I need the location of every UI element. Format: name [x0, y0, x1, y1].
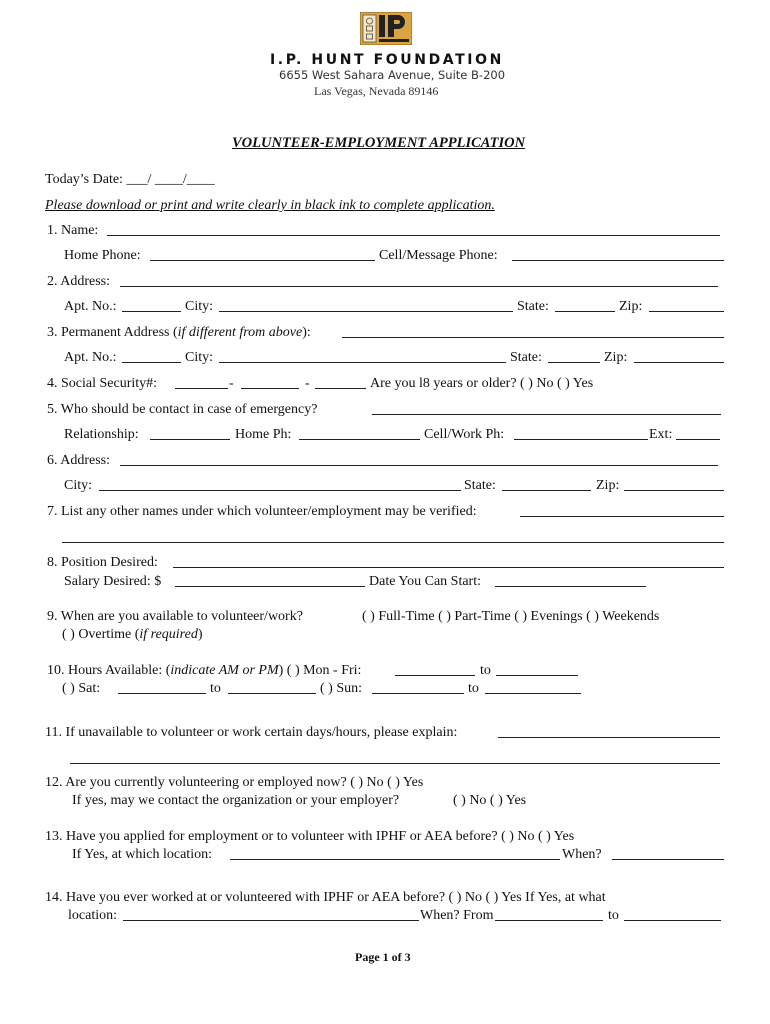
city-label: City: [185, 299, 214, 314]
home-ph-field[interactable] [299, 427, 420, 440]
q14-question: 14. Have you ever worked at or volunteered with IPHF or AEA before? ( ) No ( ) Yes If Yes, at what [45, 890, 606, 905]
availability-question: 9. When are you available to volunteer/work? [47, 609, 303, 624]
ssn-label: 4. Social Security#: [47, 376, 158, 391]
relationship-field[interactable] [150, 427, 230, 440]
city-field-2[interactable] [219, 350, 506, 363]
salary-field[interactable] [175, 574, 365, 587]
ext-label: Ext: [649, 427, 673, 442]
perm-address-label: 3. Permanent Address (if different from above): [47, 325, 311, 340]
cell-work-ph-field[interactable] [514, 427, 648, 440]
q14-from-field[interactable] [495, 908, 603, 921]
q12-contact-question: If yes, may we contact the organization or your employer? [72, 793, 400, 808]
q13-question: 13. Have you applied for employment or to volunteer with IPHF or AEA before? ( ) No ( ) Yes [45, 829, 575, 844]
city-label-3: City: [64, 478, 93, 493]
q11-label: 11. If unavailable to volunteer or work certain days/hours, please explain: [45, 725, 458, 740]
q13-when-label: When? [562, 847, 602, 862]
q11-field-2[interactable] [70, 751, 720, 764]
q12-question: 12. Are you currently volunteering or employed now? ( ) No ( ) Yes [45, 775, 424, 790]
ssn-field-3[interactable] [315, 376, 366, 389]
foundation-logo [360, 12, 412, 45]
address6-label: 6. Address: [47, 453, 110, 468]
zip-field[interactable] [649, 299, 724, 312]
cell-phone-label: Cell/Message Phone: [379, 248, 498, 263]
to-label-1: to [480, 663, 491, 678]
zip-field-3[interactable] [624, 478, 724, 491]
address-line-1: 6655 West Sahara Avenue, Suite B-200 [279, 68, 506, 82]
availability-options: ( ) Full-Time ( ) Part-Time ( ) Evenings ( ) Weekends [362, 609, 660, 624]
home-phone-label: Home Phone: [64, 248, 141, 263]
ext-field[interactable] [676, 427, 720, 440]
overtime-option: ( ) Overtime (if required) [62, 627, 203, 642]
start-date-field[interactable] [495, 574, 646, 587]
form-title: VOLUNTEER-EMPLOYMENT APPLICATION [232, 135, 526, 151]
sat-label: ( ) Sat: [62, 681, 101, 696]
position-field[interactable] [173, 555, 724, 568]
to-label-3: to [468, 681, 479, 696]
q14-when-from-label: When? From [420, 908, 494, 923]
q12-contact-options: ( ) No ( ) Yes [453, 793, 527, 808]
zip-field-2[interactable] [634, 350, 724, 363]
state-label-2: State: [510, 350, 542, 365]
zip-label-3: Zip: [596, 478, 620, 493]
ssn-field-2[interactable] [241, 376, 299, 389]
sun-label: ( ) Sun: [320, 681, 362, 696]
q11-field[interactable] [498, 725, 720, 738]
emergency-label: 5. Who should be contact in case of emergency? [47, 402, 318, 417]
position-label: 8. Position Desired: [47, 555, 158, 570]
q14-location-label: location: [68, 908, 117, 923]
todays-date: Today’s Date: ___/ ____/____ [45, 172, 215, 187]
q13-when-field[interactable] [612, 847, 724, 860]
to-label-4: to [608, 908, 619, 923]
city-field-3[interactable] [99, 478, 461, 491]
zip-label: Zip: [619, 299, 643, 314]
perm-address-field[interactable] [342, 325, 724, 338]
q14-location-field[interactable] [123, 908, 419, 921]
home-ph-label: Home Ph: [235, 427, 292, 442]
sun-to-field[interactable] [485, 681, 581, 694]
q13-location-field[interactable] [230, 847, 560, 860]
start-date-label: Date You Can Start: [369, 574, 481, 589]
state-label-3: State: [464, 478, 496, 493]
address-line-2: Las Vegas, Nevada 89146 [314, 84, 439, 98]
q13-location-label: If Yes, at which location: [72, 847, 212, 862]
hours-label: 10. Hours Available: (indicate AM or PM) ( ) Mon - Fri: [47, 663, 362, 678]
apt-label-2: Apt. No.: [64, 350, 117, 365]
address6-field[interactable] [120, 453, 718, 466]
emergency-field[interactable] [372, 402, 721, 415]
instructions: Please download or print and write clearly in black ink to complete application. [45, 198, 495, 213]
cell-work-ph-label: Cell/Work Ph: [424, 427, 505, 442]
state-field-3[interactable] [502, 478, 591, 491]
other-names-field[interactable] [520, 504, 724, 517]
city-field[interactable] [219, 299, 513, 312]
apt-label: Apt. No.: [64, 299, 117, 314]
home-phone-field[interactable] [150, 248, 375, 261]
state-field-2[interactable] [548, 350, 600, 363]
cell-phone-field[interactable] [512, 248, 724, 261]
ssn-field-1[interactable] [175, 376, 228, 389]
sat-from-field[interactable] [118, 681, 206, 694]
address-label: 2. Address: [47, 274, 110, 289]
city-label-2: City: [185, 350, 214, 365]
relationship-label: Relationship: [64, 427, 139, 442]
zip-label-2: Zip: [604, 350, 628, 365]
to-label-2: to [210, 681, 221, 696]
name-label: 1. Name: [47, 223, 99, 238]
ssn-dash-1: - [229, 376, 234, 391]
name-field[interactable] [107, 223, 720, 236]
state-field[interactable] [555, 299, 615, 312]
age-question: Are you l8 years or older? ( ) No ( ) Yes [370, 376, 594, 391]
other-names-field-2[interactable] [62, 530, 724, 543]
sat-to-field[interactable] [228, 681, 316, 694]
ssn-dash-2: - [305, 376, 310, 391]
org-name: I.P. HUNT FOUNDATION [270, 52, 504, 68]
sun-from-field[interactable] [372, 681, 464, 694]
q14-to-field[interactable] [624, 908, 721, 921]
address-field[interactable] [120, 274, 718, 287]
mon-fri-to-field[interactable] [496, 663, 578, 676]
other-names-label: 7. List any other names under which volunteer/employment may be verified: [47, 504, 477, 519]
apt-field[interactable] [122, 299, 181, 312]
state-label: State: [517, 299, 549, 314]
salary-label: Salary Desired: $ [64, 574, 162, 589]
mon-fri-from-field[interactable] [395, 663, 475, 676]
apt-field-2[interactable] [122, 350, 181, 363]
page-number: Page 1 of 3 [355, 950, 411, 964]
